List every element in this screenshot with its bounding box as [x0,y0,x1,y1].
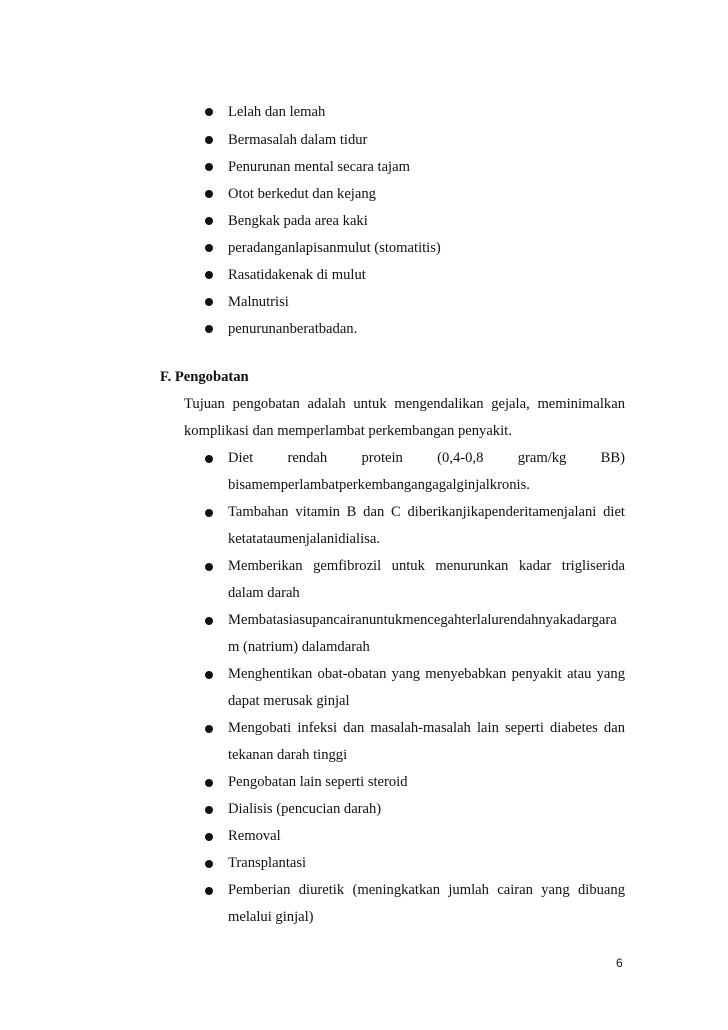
list-item-continuation: bisamemperlambatperkembangangagalginjalkronis. [228,477,530,493]
list-item-continuation: ketatataumenjalanidialisa. [228,531,380,547]
list-item-continuation: dapat merusak ginjal [228,693,350,709]
bullet-icon [205,217,213,225]
bullet-icon [205,298,213,306]
intro-paragraph-line: komplikasi dan memperlambat perkembangan penyakit. [184,423,512,439]
bullet-icon [205,509,213,517]
list-item: Membatasiasupancairanuntukmencegahterlalurendahnyakadargara [228,612,617,628]
list-item: Pengobatan lain seperti steroid [228,774,408,790]
list-item: peradanganlapisanmulut (stomatitis) [228,240,441,256]
list-item: Mengobati infeksi dan masalah-masalah lain seperti diabetes dan [228,720,625,736]
list-item: Tambahan vitamin B dan C diberikanjikapenderitamenjalani diet [228,504,625,520]
list-item: Penurunan mental secara tajam [228,159,410,175]
list-item: Transplantasi [228,855,307,871]
list-item: Removal [228,828,281,844]
bullet-icon [205,887,213,895]
list-item-continuation: tekanan darah tinggi [228,747,348,763]
list-item: Lelah dan lemah [228,104,326,120]
list-item: Menghentikan obat-obatan yang menyebabkan penyakit atau yang [228,666,625,682]
list-item: Otot berkedut dan kejang [228,186,376,202]
list-item: Rasatidakenak di mulut [228,267,366,283]
list-item: Bermasalah dalam tidur [228,132,368,148]
bullet-icon [205,779,213,787]
bullet-icon [205,671,213,679]
list-item: Malnutrisi [228,294,289,310]
list-item-continuation: melalui ginjal) [228,909,314,925]
bullet-icon [205,725,213,733]
bullet-icon [205,860,213,868]
bullet-icon [205,325,213,333]
list-item: penurunanberatbadan. [228,321,358,337]
bullet-icon [205,271,213,279]
intro-paragraph-line: Tujuan pengobatan adalah untuk mengendalikan gejala, meminimalkan [184,396,625,412]
bullet-icon [205,455,213,463]
list-item-continuation: dalam darah [228,585,300,601]
list-item: Dialisis (pencucian darah) [228,801,382,817]
bullet-icon [205,617,213,625]
bullet-icon [205,244,213,252]
section-heading: F. Pengobatan [160,369,249,385]
bullet-icon [205,806,213,814]
page-number: 6 [616,956,623,970]
list-item: Bengkak pada area kaki [228,213,368,229]
bullet-icon [205,163,213,171]
list-item: Memberikan gemfibrozil untuk menurunkan kadar trigliserida [228,558,625,574]
list-item: Pemberian diuretik (meningkatkan jumlah cairan yang dibuang [228,882,625,898]
list-item: Diet rendah protein (0,4-0,8 gram/kg BB) [228,450,625,466]
bullet-icon [205,108,213,116]
bullet-icon [205,563,213,571]
bullet-icon [205,190,213,198]
bullet-icon [205,136,213,144]
bullet-icon [205,833,213,841]
list-item-continuation: m (natrium) dalamdarah [228,639,370,655]
